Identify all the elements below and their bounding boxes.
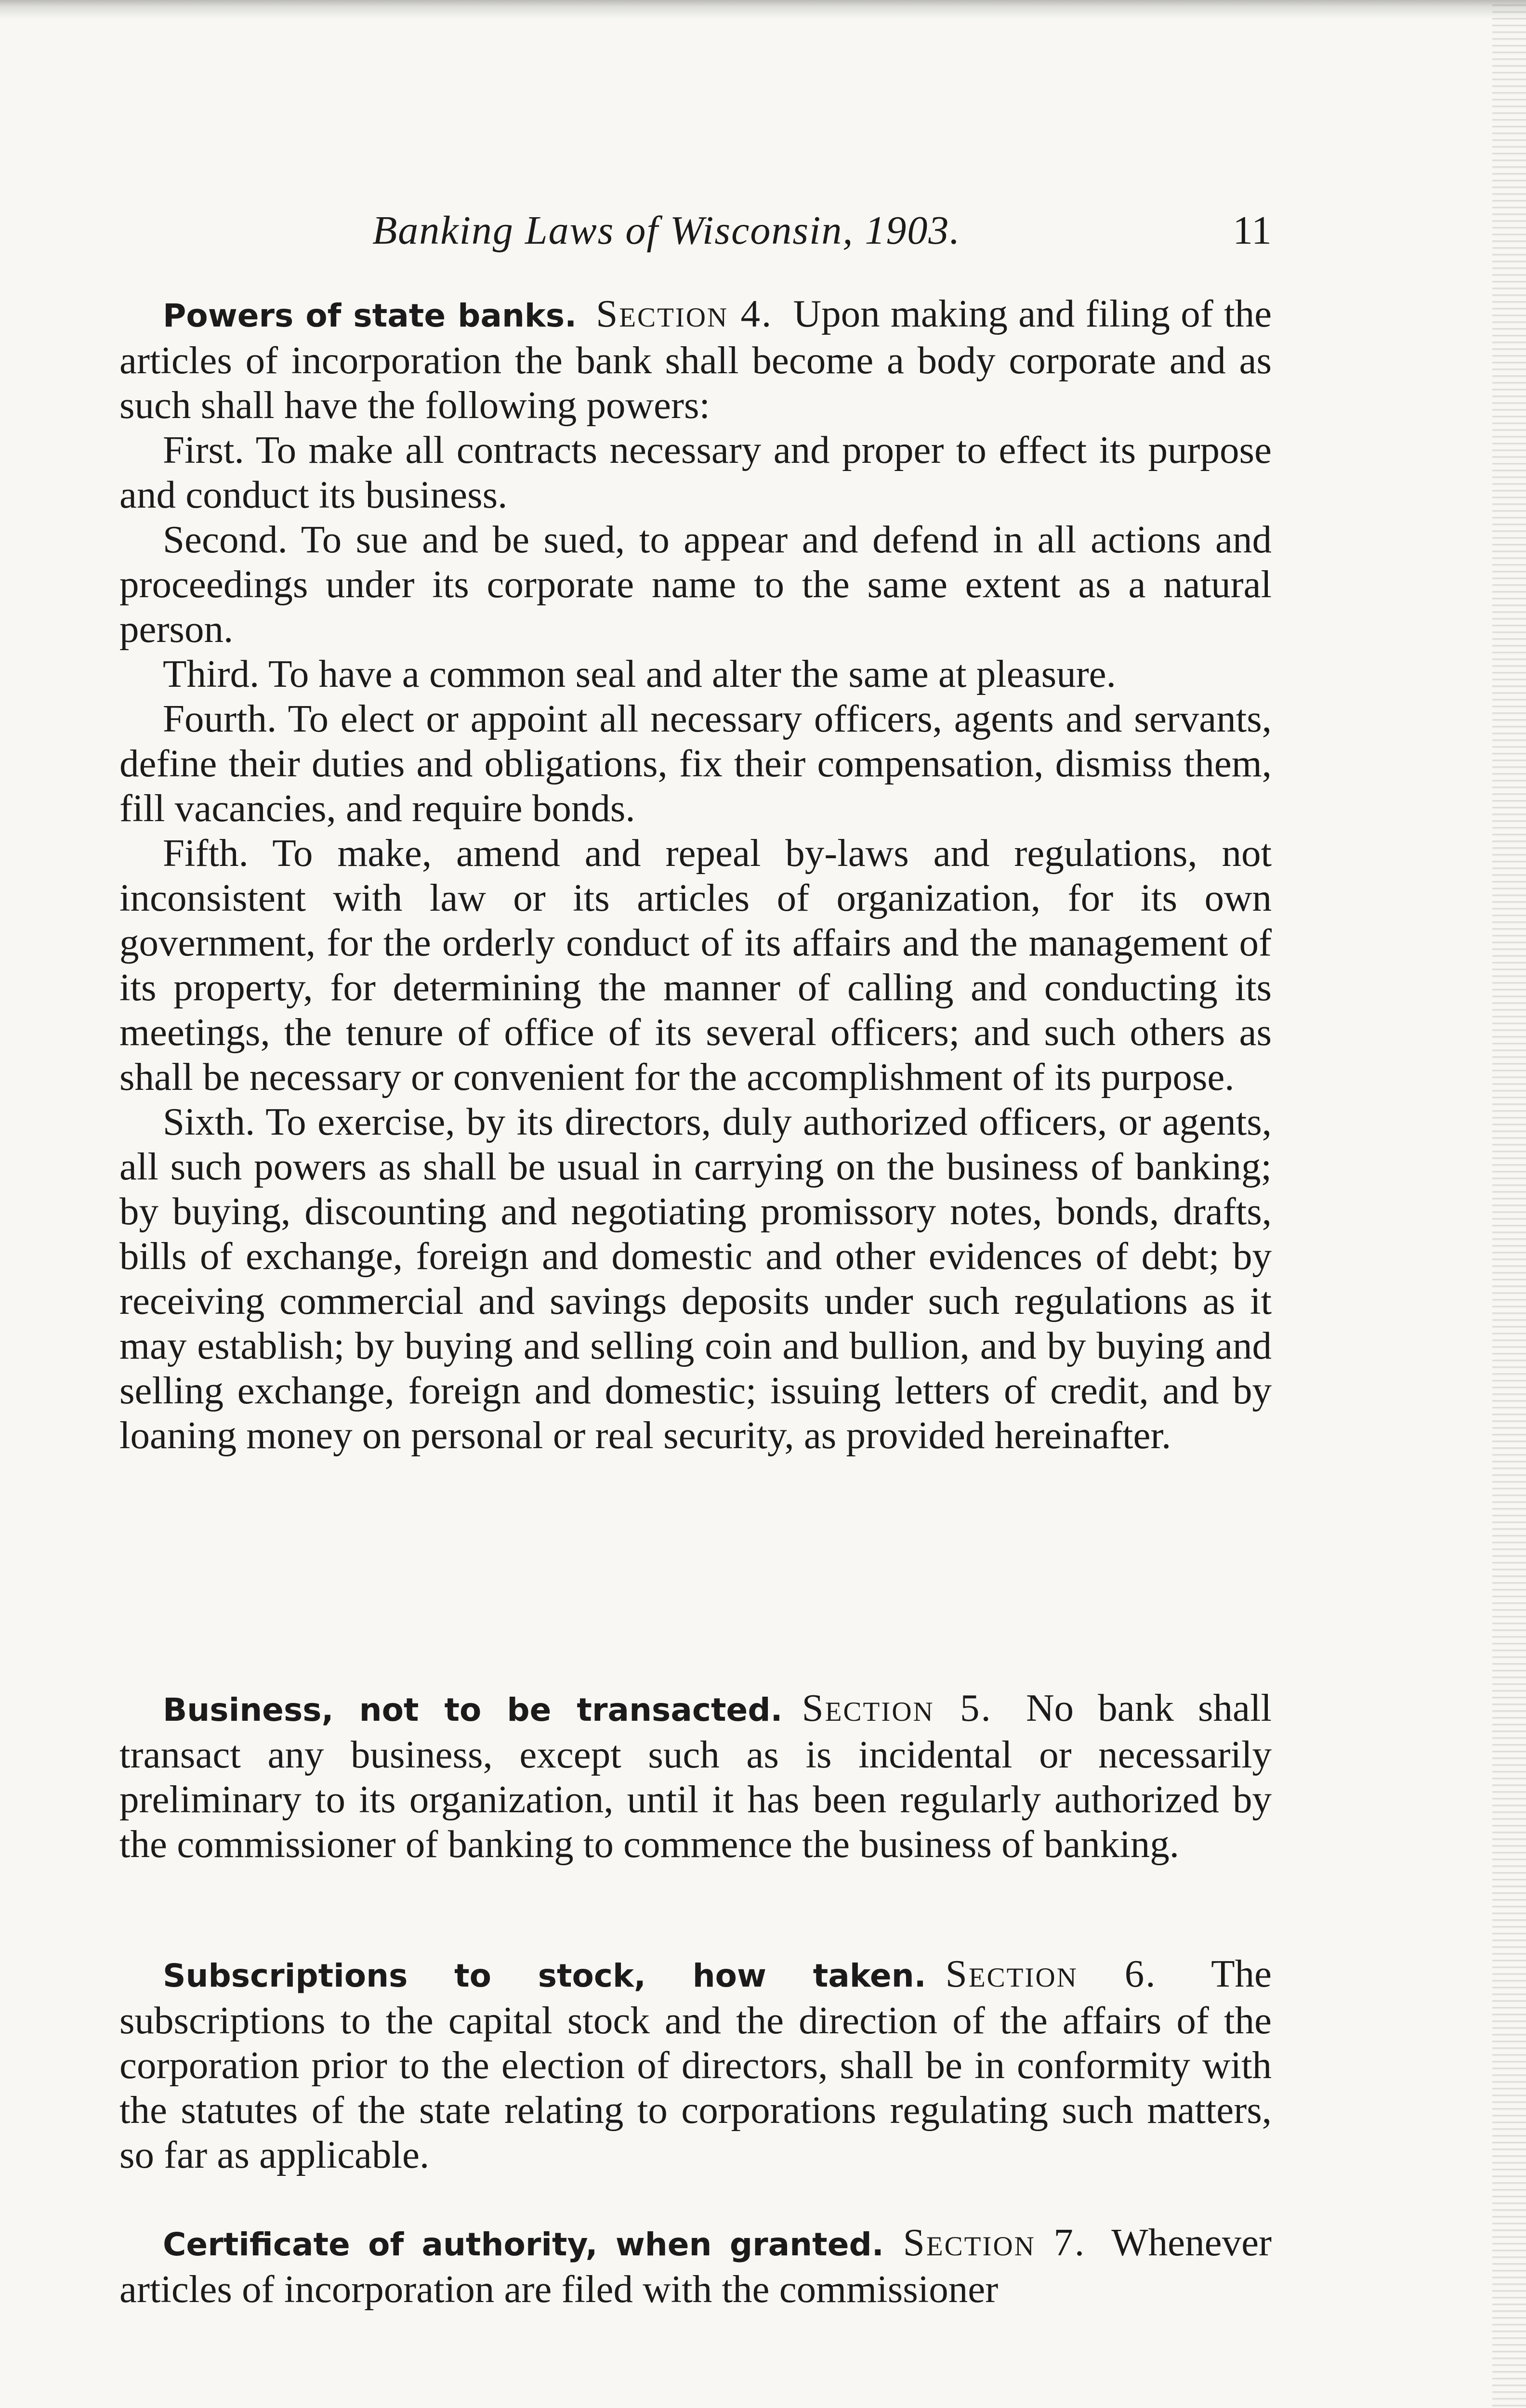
section-6-lead xyxy=(119,1951,1272,2177)
item-text: To elect or appoint all necessary officers, agents and servants, define their duties and obligations, fix their compensation, dismiss them, fill vacancies, and require bonds. xyxy=(119,697,1272,830)
item-ordinal: Sixth. xyxy=(163,1100,255,1143)
power-item-second xyxy=(119,517,1272,652)
section-label: Section 7. xyxy=(903,2221,1086,2264)
item-text: To exercise, by its directors, duly authorized officers, or agents, all such powers as shall be usual in carrying on the business of banking; by buying, discounting and negotiating promissory notes, bonds, drafts, bills of exchange, foreign and domestic and other evidences of debt; by receiving commercial and savings deposits under such regulations as it may establish; by buying and selling coin and bullion, and by buying and selling exchange, foreign and domestic; issuing letters of credit, and by loaning money on personal or real security, as provided hereinafter. xyxy=(119,1100,1272,1457)
section-label: Section 6. xyxy=(945,1952,1157,1995)
power-item-fourth xyxy=(119,696,1272,831)
section-text: The subscriptions to the capital stock and the direction of the affairs of the corporation prior to the election of directors, shall be in conformity with the statutes of the state relating to corporations regulating such matters, so far as applicable. xyxy=(119,1952,1272,2176)
item-ordinal: Third. xyxy=(163,652,260,695)
item-text: To sue and be sued, to appear and defend in all actions and proceedings under its corporate name to the same extent as a natural person. xyxy=(119,518,1272,651)
page-header xyxy=(119,207,1272,260)
item-ordinal: Second. xyxy=(163,518,288,561)
power-item-first xyxy=(119,428,1272,517)
power-item-third xyxy=(119,652,1272,696)
scan-edge-top xyxy=(0,0,1526,19)
item-ordinal: First. xyxy=(163,428,244,471)
section-text: Upon making and filing of the articles of incorporation the bank shall become a body corporate and as such shall have the following powers: xyxy=(119,292,1272,427)
section-7-lead xyxy=(119,2220,1272,2312)
running-title: Banking Laws of Wisconsin, 1903. xyxy=(372,208,961,253)
section-4 xyxy=(119,291,1272,1458)
section-7 xyxy=(119,2220,1272,2312)
item-ordinal: Fifth. xyxy=(163,831,249,875)
section-heading: Certificate of authority, when granted. xyxy=(163,2226,884,2263)
power-item-sixth xyxy=(119,1099,1272,1458)
page-number: 11 xyxy=(1233,208,1272,253)
item-text: To make all contracts necessary and proper to effect its purpose and conduct its business. xyxy=(119,428,1272,516)
section-text: No bank shall transact any business, except such as is incidental or necessarily preliminary to its organization, until it has been regularly authorized by the commissioner of banking to commence the business of banking. xyxy=(119,1686,1272,1866)
item-text: To have a common seal and alter the same at pleasure. xyxy=(268,652,1116,695)
section-5-lead xyxy=(119,1686,1272,1867)
item-text: To make, amend and repeal by-laws and regulations, not inconsistent with law or its articles of organization, for its own government, for the orderly conduct of its affairs and the management of its property, for determining the manner of calling and conducting its meetings, the tenure of office of its several officers; and such others as shall be necessary or convenient for the accomplishment of its purpose. xyxy=(119,831,1272,1099)
section-4-lead xyxy=(119,291,1272,428)
section-label: Section 5. xyxy=(802,1686,992,1729)
scan-edge-right xyxy=(1492,0,1526,2408)
section-heading: Subscriptions to stock, how taken. xyxy=(163,1957,926,1994)
section-6 xyxy=(119,1951,1272,2177)
power-item-fifth xyxy=(119,831,1272,1099)
item-ordinal: Fourth. xyxy=(163,697,277,740)
section-heading: Powers of state banks. xyxy=(163,297,577,334)
section-heading: Business, not to be transacted. xyxy=(163,1691,783,1728)
section-5 xyxy=(119,1686,1272,1867)
section-text: Whenever articles of incorporation are filed with the commissioner xyxy=(119,2221,1272,2311)
section-label: Section 4. xyxy=(596,292,773,335)
